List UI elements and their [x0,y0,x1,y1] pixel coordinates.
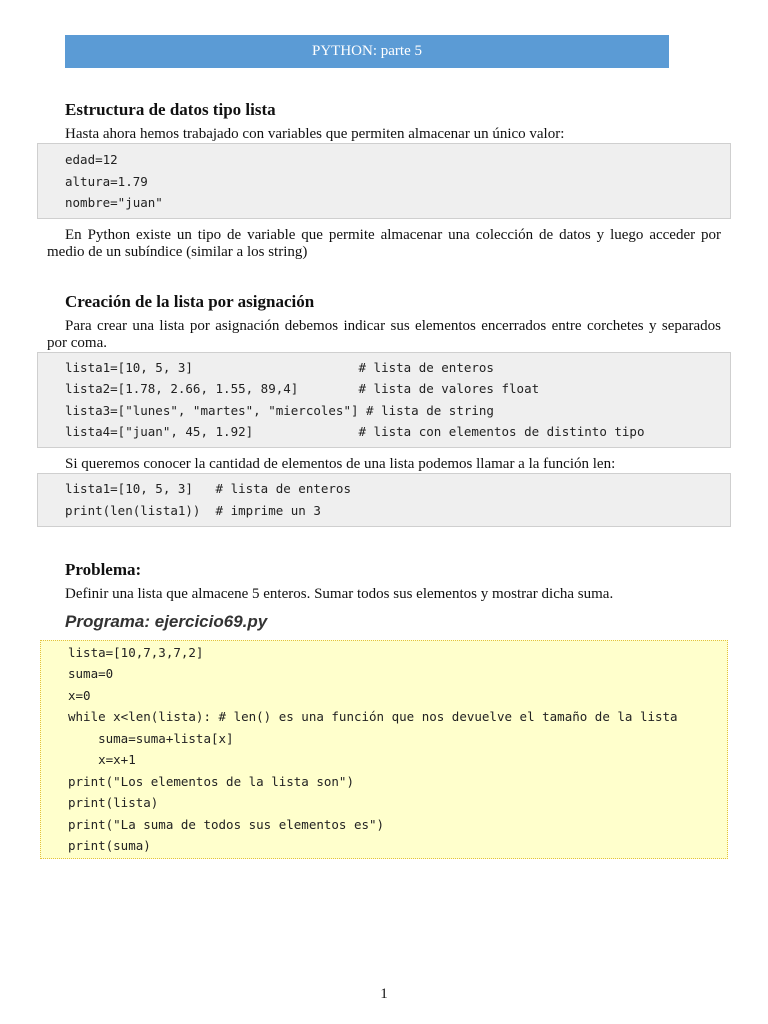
problem-heading: Problema: [65,560,142,579]
code-line: while x<len(lista): # len() es una función que nos devuelve el tamaño de la lista [68,709,678,724]
code-line: lista4=["juan", 45, 1.92] # lista con elementos de distinto tipo [65,424,645,439]
code-line: lista=[10,7,3,7,2] [68,645,204,660]
code-line: print(len(lista1)) # imprime un 3 [65,503,321,518]
program-title: Programa: ejercicio69.py [65,612,268,631]
code-line: x=x+1 [68,752,136,767]
page-number: 1 [380,986,388,1002]
code-line: print("La suma de todos sus elementos es") [68,817,385,832]
program-code-block [40,640,728,859]
section1-intro: Hasta ahora hemos trabajado con variables que permiten almacenar un único valor: [65,126,565,142]
code-line: suma=0 [68,666,114,681]
problem-text: Definir una lista que almacene 5 enteros. Sumar todos sus elementos y mostrar dicha suma. [65,586,614,602]
section2-intro: Para crear una lista por asignación debemos indicar sus elementos encerrados entre corchetes y separados por coma. [47,318,721,351]
section-heading-lista: Estructura de datos tipo lista [65,100,276,119]
code-line: print(lista) [68,795,159,810]
code-line: print("Los elementos de la lista son") [68,774,354,789]
len-intro: Si queremos conocer la cantidad de elementos de una lista podemos llamar a la función len: [65,456,616,472]
code-line: lista2=[1.78, 2.66, 1.55, 89,4] # lista de valores float [65,381,540,396]
code-line: x=0 [68,688,91,703]
code-line: print(suma) [68,838,151,853]
code-block-len [37,473,731,527]
code-line: edad=12 [65,152,118,167]
code-line: lista3=["lunes", "martes", "miercoles"] # lista de string [65,403,494,418]
code-block-listas [37,352,731,448]
page-header-banner: PYTHON: parte 5 [65,35,669,68]
code-block-variables [37,143,731,219]
code-line: nombre="juan" [65,195,163,210]
code-line: suma=suma+lista[x] [68,731,234,746]
code-line: lista1=[10, 5, 3] # lista de enteros [65,360,494,375]
code-line: altura=1.79 [65,174,148,189]
section-heading-creacion: Creación de la lista por asignación [65,292,315,311]
section1-after: En Python existe un tipo de variable que permite almacenar una colección de datos y luego acceder por medio de un subíndice (similar a los string) [47,227,721,260]
code-line: lista1=[10, 5, 3] # lista de enteros [65,481,351,496]
